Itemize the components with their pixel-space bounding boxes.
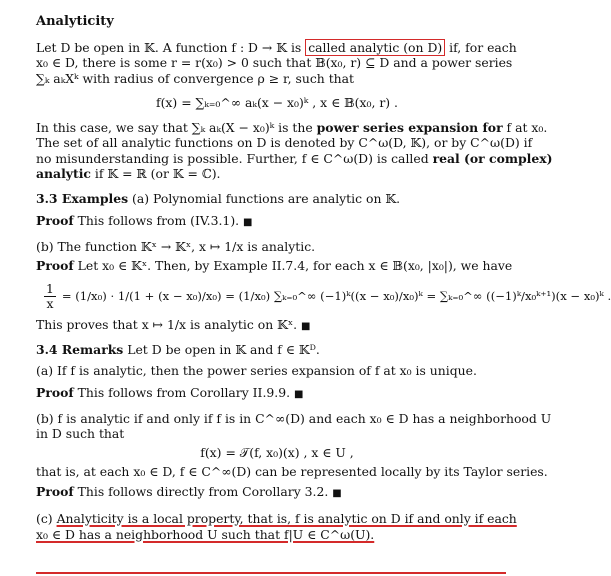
remark-a-proof-text: This follows from Corollary II.9.9. <box>77 385 291 400</box>
example-a-proof <box>36 213 518 231</box>
remark-a-text: (a) If f is analytic, then the power series expansion of f at x₀ is unique. <box>36 362 477 378</box>
definition-line-2: x₀ ∈ D, there is some r = r(x₀) > 0 such that 𝔹(x₀, r) ⊆ D and a power series <box>36 55 513 70</box>
examples-heading <box>36 191 518 207</box>
highlight-rule <box>36 572 506 574</box>
real-complex-term: real (or complex) <box>432 150 553 166</box>
taylor-series-formula: f(x) = 𝒯(f, x₀)(x) , x ∈ U , <box>200 444 354 460</box>
remark-c-line-2 <box>36 527 518 543</box>
definition-line-1-end: if, for each <box>449 39 517 55</box>
remark-line-1-end: f at x₀. <box>506 119 548 135</box>
qed-mark: ■ <box>301 320 311 332</box>
example-b-proof-text: Let x₀ ∈ 𝕂ˣ. Then, by Example II.7.4, for each x ∈ 𝔹(x₀, |x₀|), we have <box>77 258 513 273</box>
power-series-formula: f(x) = ∑ₖ₌₀^∞ aₖ(x − x₀)ᵏ , x ∈ 𝔹(x₀, r) . <box>156 95 398 110</box>
definition-line-3: ∑ₖ aₖXᵏ with radius of convergence ρ ≥ r, such that <box>36 70 355 86</box>
remarks-label: 3.4 Remarks <box>36 342 124 357</box>
remark-b-tail <box>36 464 548 501</box>
qed-mark: ■ <box>294 389 304 400</box>
proof-label: Proof <box>36 258 74 273</box>
fraction-denominator: x <box>46 295 54 311</box>
remark-b-proof-text: This follows directly from Corollary 3.2. <box>77 483 329 499</box>
remark-c <box>36 511 518 542</box>
proof-label: Proof <box>36 385 74 400</box>
remark-line-4 <box>36 166 518 182</box>
remark-b-proof-line <box>36 484 518 502</box>
examples-label: 3.3 Examples <box>36 190 129 206</box>
fraction-numerator: 1 <box>46 280 54 296</box>
qed-mark: ■ <box>243 217 253 228</box>
remarks-section <box>36 342 518 378</box>
remark-line-3-start: no misunderstanding is possible. Further, f ∈ C^ω(D) is called <box>36 150 429 166</box>
reciprocal-series-expansion: = (1/x₀) · 1/(1 + (x − x₀)/x₀) = (1/x₀) ∑ₖ₌₀^∞ (−1)ᵏ((x − x₀)/x₀)ᵏ = ∑ₖ₌₀^∞ ((−1)ᵏ/x₀ᵏ⁺¹)(x − x₀)ᵏ . <box>61 288 611 303</box>
remark-b-line-3: that is, at each x₀ ∈ D, f ∈ C^∞(D) can be represented locally by its Taylor series. <box>36 464 548 479</box>
definition-paragraph <box>36 40 518 87</box>
definition-line-1-start: Let D be open in 𝕂. A function f : D → 𝕂 is <box>36 39 302 55</box>
remark-a-proof <box>36 385 518 403</box>
remark-c-line-1 <box>36 511 518 527</box>
examples-section <box>36 191 518 207</box>
example-a-proof-line <box>36 213 518 231</box>
remark-line-2: The set of all analytic functions on D is denoted by C^ω(D, 𝕂), or by C^ω(D) if <box>36 135 533 150</box>
remark-c-underlined-text-2: x₀ ∈ D has a neighborhood U such that f|U ∈ C^ω(U). <box>36 526 375 542</box>
remark-paragraph <box>36 119 553 182</box>
analytic-term: analytic <box>36 166 91 181</box>
example-b-conclusion-line <box>36 317 518 335</box>
remark-line-4-end: if 𝕂 = ℝ (or 𝕂 = ℂ). <box>94 166 221 181</box>
example-a-proof-text: This follows from (IV.3.1). <box>77 213 240 228</box>
reciprocal-series-formula <box>36 280 611 311</box>
remark-c-underlined-text-1: Analyticity is a local property, that is, f is analytic on D if and only if each <box>56 511 517 526</box>
remark-line-1 <box>36 119 548 136</box>
remark-b-line-2: in D such that <box>36 426 125 441</box>
remark-b <box>36 410 552 442</box>
remark-line-3 <box>36 150 553 167</box>
example-b-proof-line <box>36 258 518 274</box>
power-series-expansion-term: power series expansion for <box>316 119 503 135</box>
remark-c-prefix: (c) <box>36 511 53 526</box>
remark-line-1-start: In this case, we say that ∑ₖ aₖ(X − x₀)ᵏ is the <box>36 119 313 135</box>
one-over-x-fraction <box>44 282 56 311</box>
proof-label: Proof <box>36 213 74 228</box>
remarks-heading <box>36 342 518 358</box>
remarks-intro: Let D be open in 𝕂 and f ∈ 𝕂ᴰ. <box>127 342 320 357</box>
page-title: Analyticity <box>36 14 114 29</box>
example-b <box>36 239 518 274</box>
definition-line-1 <box>36 40 518 56</box>
proof-label: Proof <box>36 483 74 499</box>
example-b-conclusion <box>36 317 518 335</box>
example-a-text: (a) Polynomial functions are analytic on 𝕂. <box>132 190 401 206</box>
remark-b-line-1: (b) f is analytic if and only if f is in C^∞(D) and each x₀ ∈ D has a neighborhood U <box>36 410 552 426</box>
example-b-conclusion-text: This proves that x ↦ 1/x is analytic on 𝕂ˣ. <box>36 316 298 332</box>
example-b-text: (b) The function 𝕂ˣ → 𝕂ˣ, x ↦ 1/x is analytic. <box>36 238 316 254</box>
called-analytic-term: called analytic (on D) <box>308 39 443 55</box>
qed-mark: ■ <box>332 487 342 499</box>
called-analytic-highlight <box>305 39 445 56</box>
remark-a-proof-line <box>36 385 518 403</box>
